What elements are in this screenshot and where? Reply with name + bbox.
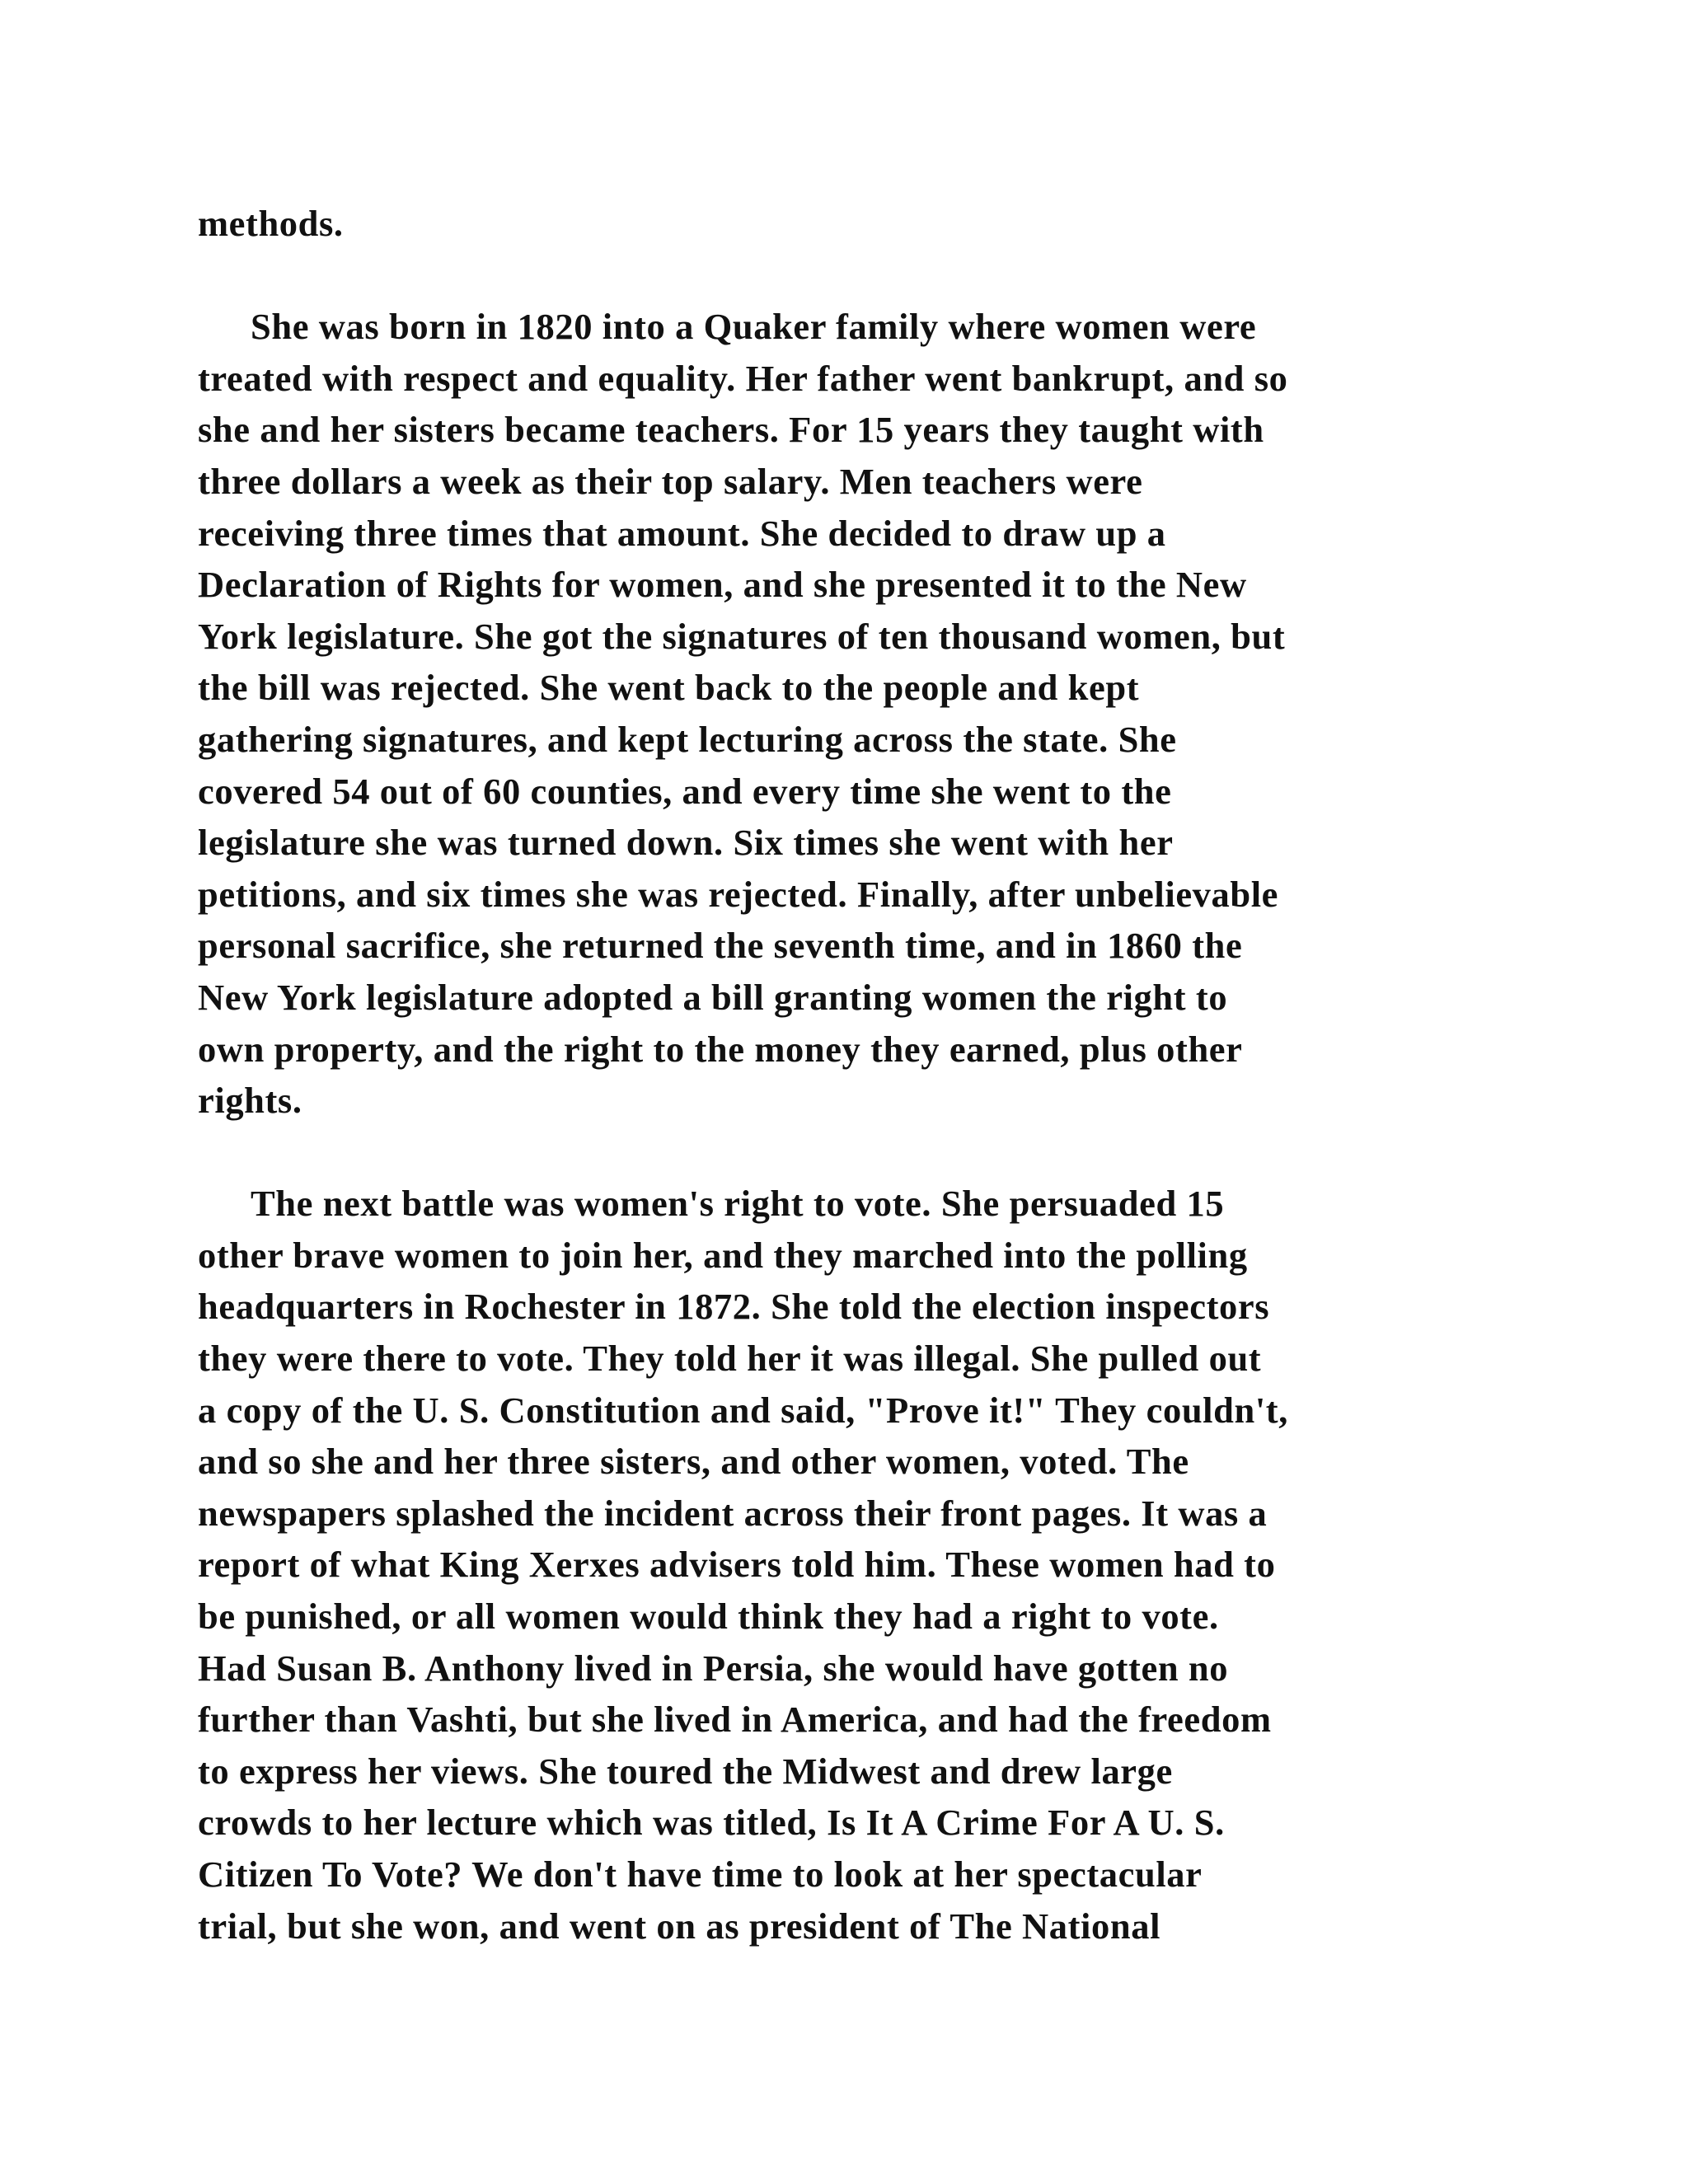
text-line: to express her views. She toured the Midwest and drew large	[198, 1750, 1173, 1792]
text-line: the bill was rejected. She went back to the people and kept	[198, 667, 1140, 709]
text-line: they were there to vote. They told her it was illegal. She pulled out	[198, 1338, 1262, 1380]
text-line: other brave women to join her, and they marched into the polling	[198, 1234, 1248, 1276]
text-line: receiving three times that amount. She decided to draw up a	[198, 512, 1166, 554]
text-line: methods.	[198, 203, 344, 244]
text-line: New York legislature adopted a bill granting women the right to	[198, 976, 1228, 1018]
text-line: Declaration of Rights for women, and she presented it to the New	[198, 564, 1247, 606]
paragraph-break	[198, 250, 1484, 302]
text-line: gathering signatures, and kept lecturing across the state. She	[198, 718, 1177, 760]
text-line: She was born in 1820 into a Quaker family where women were	[251, 306, 1257, 348]
text-line: rights.	[198, 1080, 302, 1122]
text-line: newspapers splashed the incident across their front pages. It was a	[198, 1492, 1268, 1534]
text-line: trial, but she won, and went on as president of The National	[198, 1905, 1161, 1947]
text-line: three dollars a week as their top salary. Men teachers were	[198, 460, 1143, 502]
text-line: treated with respect and equality. Her father went bankrupt, and so	[198, 357, 1288, 399]
text-line: headquarters in Rochester in 1872. She told the election inspectors	[198, 1286, 1270, 1328]
text-line: The next battle was women's right to vote. She persuaded 15	[251, 1183, 1225, 1225]
text-line: own property, and the right to the money they earned, plus other	[198, 1028, 1243, 1070]
paragraph-break	[198, 1127, 1484, 1179]
text-line: and so she and her three sisters, and other women, voted. The	[198, 1441, 1189, 1483]
text-line: further than Vashti, but she lived in America, and had the freedom	[198, 1699, 1272, 1741]
body-text	[198, 198, 1484, 1952]
text-line: personal sacrifice, she returned the seventh time, and in 1860 the	[198, 925, 1243, 967]
text-line: York legislature. She got the signatures of ten thousand women, but	[198, 615, 1286, 657]
text-line: Citizen To Vote? We don't have time to look at her spectacular	[198, 1854, 1203, 1895]
text-line: crowds to her lecture which was titled, Is It A Crime For A U. S.	[198, 1802, 1225, 1844]
text-line: a copy of the U. S. Constitution and said, "Prove it!" They couldn't,	[198, 1389, 1288, 1431]
text-line: covered 54 out of 60 counties, and every time she went to the	[198, 770, 1172, 812]
text-line: petitions, and six times she was rejected. Finally, after unbelievable	[198, 873, 1279, 915]
text-line: legislature she was turned down. Six times she went with her	[198, 822, 1174, 864]
text-line: Had Susan B. Anthony lived in Persia, she would have gotten no	[198, 1647, 1229, 1689]
text-line: report of what King Xerxes advisers told him. These women had to	[198, 1544, 1276, 1586]
text-line: be punished, or all women would think they had a right to vote.	[198, 1596, 1219, 1638]
text-line: she and her sisters became teachers. For 15 years they taught with	[198, 409, 1264, 451]
